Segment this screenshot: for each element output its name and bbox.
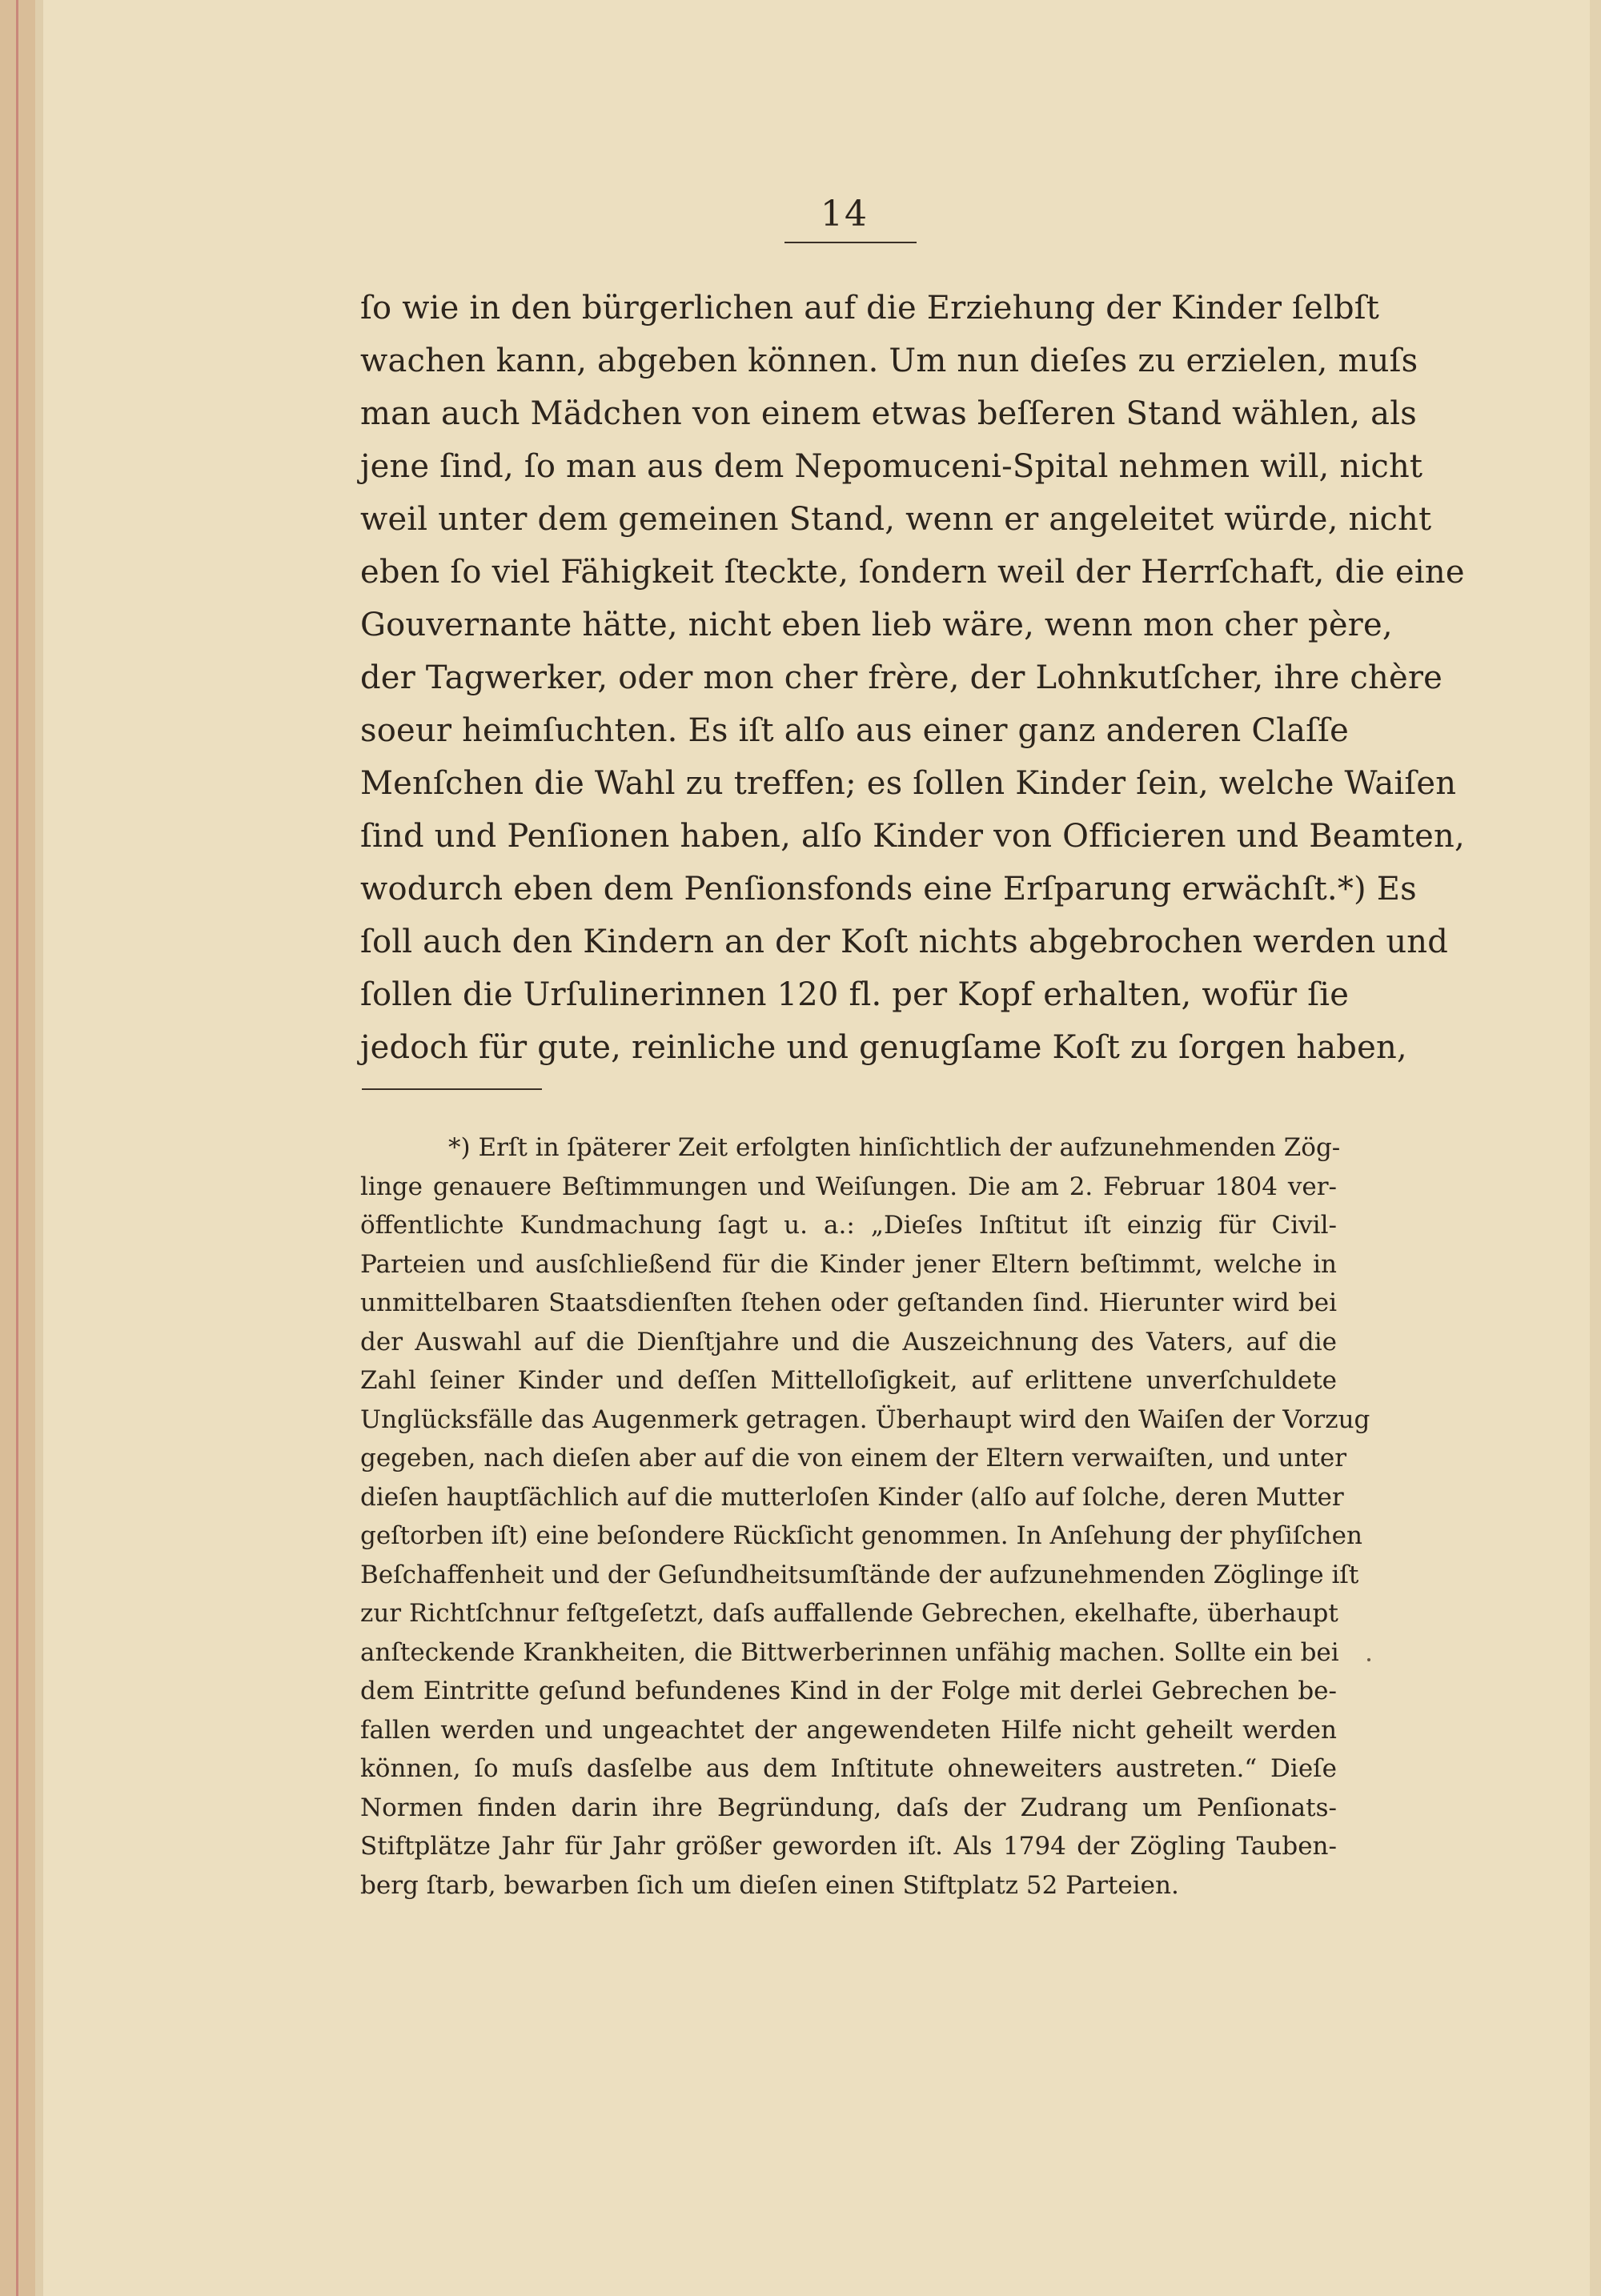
main-text-block (360, 282, 1465, 1074)
footnote-line: linge genauere Beſtimmungen und Weiſungen. Die am 2. Februar 1804 ver- (360, 1172, 1337, 1201)
main-text-line: ſoll auch den Kindern an der Koſt nichts abgebrochen werden und (360, 924, 1449, 960)
footnote-line: unmittelbaren Staatsdienſten ſtehen oder geſtanden ſind. Hierunter wird bei (360, 1288, 1337, 1317)
main-text-line: wodurch eben dem Penſionsfonds eine Erſparung erwächſt.*) Es (360, 871, 1417, 908)
footnote-rule (362, 1088, 542, 1090)
footnote-line: geſtorben iſt) eine beſondere Rückſicht genommen. In Anſehung der phyſiſchen (360, 1521, 1362, 1550)
main-text-line: jedoch für gute, reinliche und genugſame Koſt zu ſorgen haben, (360, 1029, 1407, 1066)
main-text-line: ſo wie in den bürgerlichen auf die Erziehung der Kinder ſelbſt (360, 290, 1380, 327)
footnote-line: gegeben, nach dieſen aber auf die von einem der Eltern verwaiſten, und unter (360, 1444, 1347, 1473)
footnote-line: Beſchaffenheit und der Geſundheitsumſtände der aufzunehmenden Zöglinge iſt (360, 1560, 1359, 1589)
main-text-line: soeur heimſuchten. Es iſt alſo aus einer ganz anderen Claſſe (360, 712, 1350, 749)
main-text-line: man auch Mädchen von einem etwas beſſeren Stand wählen, als (360, 395, 1417, 432)
spine-red-line (16, 0, 18, 2296)
footnote-line: Normen finden darin ihre Begründung, daſs der Zudrang um Penſionats- (360, 1793, 1337, 1822)
footnote-line: *) Erſt in ſpäterer Zeit erfolgten hinſichtlich der aufzunehmenden Zög- (448, 1133, 1341, 1162)
footnote-line: öffentlichte Kundmachung ſagt u. a.: „Dieſes Inſtitut iſt einzig für Civil- (360, 1211, 1337, 1240)
footnote-line: Stiftplätze Jahr für Jahr größer geworden iſt. Als 1794 der Zögling Tauben- (360, 1832, 1337, 1861)
main-text-line: weil unter dem gemeinen Stand, wenn er angeleitet würde, nicht (360, 501, 1432, 538)
footnote-line: können, ſo muſs dasſelbe aus dem Inſtitute ohneweiters austreten.“ Dieſe (360, 1754, 1337, 1783)
footnote-line: Zahl ſeiner Kinder und deſſen Mittelloſigkeit, auf erlittene unverſchuldete (360, 1366, 1337, 1395)
main-text-line: jene ſind, ſo man aus dem Nepomuceni-Spital nehmen will, nicht (360, 448, 1423, 485)
page-right-edge (1590, 0, 1601, 2296)
main-text-line: der Tagwerker, oder mon cher frère, der Lohnkutſcher, ihre chère (360, 659, 1443, 696)
page-number: 14 (821, 194, 869, 234)
main-text-line: eben ſo viel Fähigkeit ſteckte, ſondern weil der Herrſchaft, die eine (360, 554, 1465, 591)
main-text-line: Gouvernante hätte, nicht eben lieb wäre, wenn mon cher père, (360, 607, 1393, 643)
footnote-line: fallen werden und ungeachtet der angewendeten Hilfe nicht geheilt werden (360, 1715, 1337, 1745)
header-rule (784, 242, 917, 243)
main-text-line: ſind und Penſionen haben, alſo Kinder von Officieren und Beamten, (360, 818, 1465, 855)
footnote-line: zur Richtſchnur feſtgeſetzt, daſs auffallende Gebrechen, ekelhafte, überhaupt (360, 1599, 1338, 1628)
footnote-line: dieſen hauptſächlich auf die mutterloſen Kinder (alſo auf ſolche, deren Mutter (360, 1482, 1344, 1512)
main-text-line: Menſchen die Wahl zu treffen; es ſollen Kinder ſein, welche Waiſen (360, 765, 1457, 802)
footnote-line: Unglücksfälle das Augenmerk getragen. Überhaupt wird den Waiſen der Vorzug (360, 1404, 1370, 1434)
footnote-line: Parteien und ausſchließend für die Kinder jener Eltern beſtimmt, welche in (360, 1249, 1337, 1279)
paper-speck (1367, 1658, 1370, 1661)
main-text-line: wachen kann, abgeben können. Um nun dieſes zu erzielen, muſs (360, 343, 1418, 379)
main-text-line: ſollen die Urſulinerinnen 120 fl. per Kopf erhalten, wofür ſie (360, 976, 1350, 1013)
footnote-line: dem Eintritte geſund befundenes Kind in der Folge mit derlei Gebrechen be- (360, 1677, 1337, 1705)
footnote-line: berg ſtarb, bewarben ſich um dieſen einen Stiftplatz 52 Parteien. (360, 1870, 1179, 1900)
footnote-line: anſteckende Krankheiten, die Bittwerberinnen unfähig machen. Sollte ein bei (360, 1637, 1339, 1667)
footnote-block (360, 1128, 1370, 1905)
footnote-line: der Auswahl auf die Dienſtjahre und die Auszeichnung des Vaters, auf die (360, 1327, 1337, 1356)
spine-shadow (35, 0, 43, 2296)
